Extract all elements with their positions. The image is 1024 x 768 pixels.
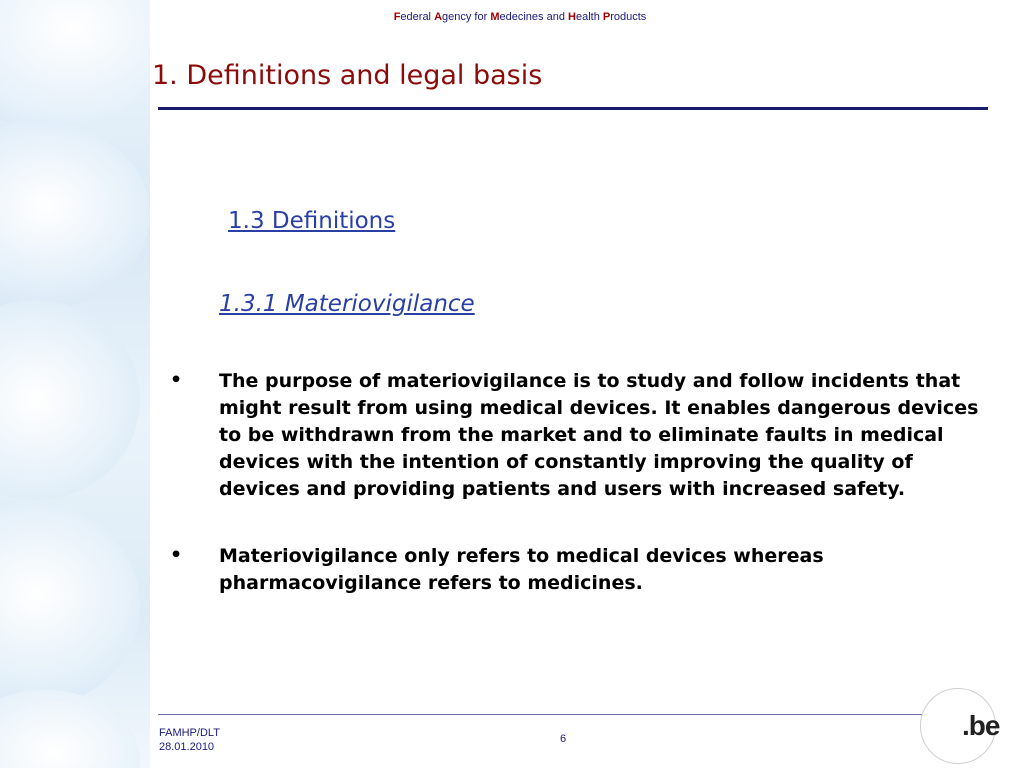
bullet-marker: • <box>170 369 183 391</box>
subsection-heading: 1.3.1 Materiovigilance <box>219 291 475 317</box>
agency-text: edecines and <box>499 11 568 23</box>
agency-initial: F <box>393 11 401 23</box>
page-number: 6 <box>560 733 567 745</box>
pill-image <box>0 300 140 500</box>
slide-title: 1. Definitions and legal basis <box>152 60 543 91</box>
footer-divider <box>158 714 948 715</box>
footer-info <box>159 726 220 754</box>
agency-initial: A <box>434 11 443 23</box>
agency-header <box>0 11 1024 23</box>
agency-initial: H <box>568 11 576 23</box>
decorative-pills-background <box>0 0 150 768</box>
bullet-marker: • <box>170 544 183 566</box>
be-logo: .be <box>962 710 1000 741</box>
footer-date: 28.01.2010 <box>159 741 215 753</box>
pill-image <box>0 120 150 310</box>
agency-text: ederal <box>400 11 435 23</box>
agency-initial: M <box>490 11 500 23</box>
bullet-text: The purpose of materiovigilance is to study and follow incidents that might result from using medical devices. It enables dangerous devices to be withdrawn from the market and to eliminate faults in medical devices with the intention of constantly improving the quality of devices and providing patients and users with increased safety. <box>219 370 979 500</box>
pill-image <box>0 500 140 710</box>
section-heading: 1.3 Definitions <box>228 208 396 234</box>
footer-org: FAMHP/DLT <box>159 727 220 739</box>
agency-initial: P <box>602 11 611 23</box>
title-divider <box>158 107 988 110</box>
pill-image <box>0 690 140 768</box>
bullet-text: Materiovigilance only refers to medical devices whereas pharmacovigilance refers to medicines. <box>219 545 824 594</box>
agency-text: gency for <box>442 11 491 23</box>
agency-text: ealth <box>575 11 603 23</box>
agency-text: roducts <box>610 11 647 23</box>
